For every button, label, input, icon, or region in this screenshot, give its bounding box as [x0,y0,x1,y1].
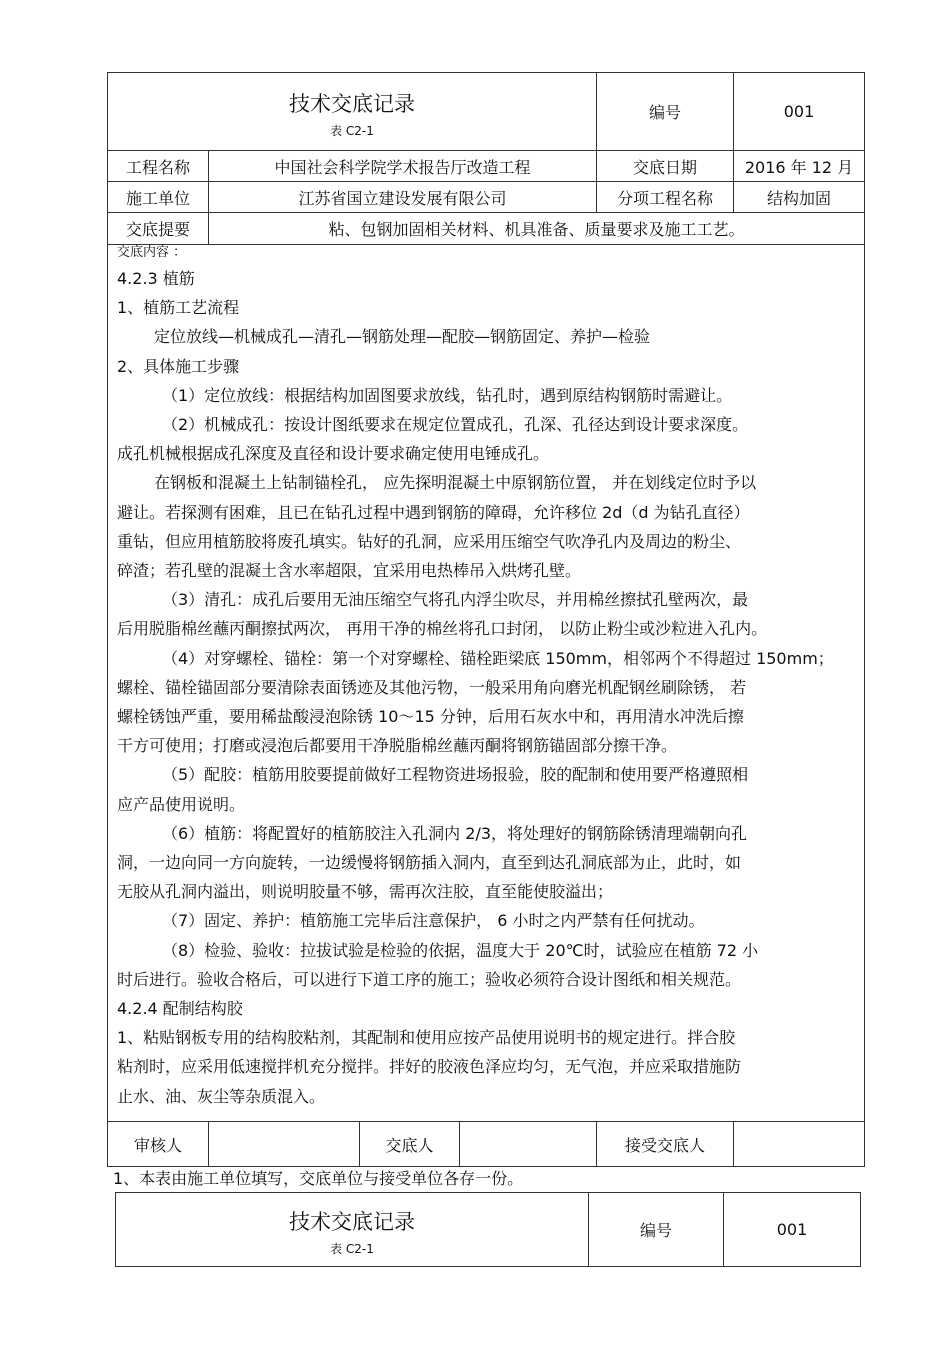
number-value: 001 [734,73,865,151]
content-cell [108,245,865,1122]
content-line: 螺栓锈蚀严重，要用稀盐酸浸泡除锈 10～15 分钟，后用石灰水中和，再用清水冲洗后擦 [117,707,744,727]
form-number: 表 C2-1 [330,1241,374,1256]
sub-project-label: 分项工程名称 [597,182,734,213]
content-line: 应产品使用说明。 [117,794,246,814]
content-line: 4.2.3 植筋 [117,269,195,288]
receiver-label: 接受交底人 [597,1122,734,1167]
title-cell [108,73,597,151]
tech-disclosure-table [107,72,865,1167]
project-name-value: 中国社会科学院学术报告厅改造工程 [209,151,597,182]
document-title: 技术交底记录 [289,91,415,116]
title-cell [116,1193,589,1267]
content-line: 碎渣；若孔壁的混凝土含水率超限，宜采用电热棒吊入烘烤孔壁。 [117,561,582,581]
document-title: 技术交底记录 [289,1209,415,1234]
sub-project-value: 结构加固 [734,182,865,213]
content-line: 定位放线—机械成孔—清孔—钢筋处理—配胶—钢筋固定、养护—检验 [154,327,651,347]
next-page-header-table [115,1192,861,1267]
presenter-signature-field [460,1122,597,1167]
content-line: （1）定位放线：根据结构加固图要求放线，钻孔时，遇到原结构钢筋时需避让。 [162,385,733,405]
construction-unit-value: 江苏省国立建设发展有限公司 [209,182,597,213]
content-line: （6）植筋：将配置好的植筋胶注入孔洞内 2/3，将处理好的钢筋除锈清理端朝向孔 [162,823,748,843]
content-line: 4.2.4 配制结构胶 [117,999,243,1019]
content-line: 洞，一边向同一方向旋转，一边缓慢将钢筋插入洞内，直至到达孔洞底部为止，此时，如 [117,853,742,873]
content-line: 重钻，但应用植筋胶将废孔填实。钻好的孔洞，应采用压缩空气吹净孔内及周边的粉尘、 [117,531,742,551]
number-value: 001 [724,1193,861,1267]
content-line: （8）检验、验收：拉拔试验是检验的依据，温度大于 20℃时，试验应在植筋 72 小 [162,940,759,960]
content-line: 在钢板和混凝土上钻制锚栓孔， 应先探明混凝土中原钢筋位置， 并在划线定位时予以 [154,473,757,493]
disclosure-date-value: 2016 年 12 月 [734,151,865,182]
content-line: 成孔机械根据成孔深度及直径和设计要求确定使用电锤成孔。 [117,444,550,464]
project-name-label: 工程名称 [108,151,209,182]
content-line: 螺栓、锚栓锚固部分要清除表面锈迹及其他污物，一般采用角向磨光机配钢丝刷除锈， 若 [117,677,747,697]
construction-unit-label: 施工单位 [108,182,209,213]
summary-value: 粘、包钢加固相关材料、机具准备、质量要求及施工工艺。 [209,213,865,245]
content-line: （2）机械成孔：按设计图纸要求在规定位置成孔，孔深、孔径达到设计要求深度。 [162,415,749,435]
number-label: 编号 [597,73,734,151]
content-line: 1、植筋工艺流程 [117,298,240,318]
content-line: 避让。若探测有困难，且已在钻孔过程中遇到钢筋的障碍，允许移位 2d（d 为钻孔直径） [117,502,750,522]
content-line: （7）固定、养护：植筋施工完毕后注意保护， 6 小时之内严禁有任何扰动。 [162,911,705,931]
form-number: 表 C2-1 [330,123,374,138]
content-line: （3）清孔：成孔后要用无油压缩空气将孔内浮尘吹尽，并用棉丝擦拭孔壁两次，最 [162,590,749,610]
content-line: 后用脱脂棉丝蘸丙酮擦拭两次， 再用干净的棉丝将孔口封闭， 以防止粉尘或沙粒进入孔内。 [117,619,768,639]
number-label: 编号 [589,1193,724,1267]
reviewer-signature-field [209,1122,360,1167]
footnote: 1、本表由施工单位填写，交底单位与接受单位各存一份。 [113,1169,524,1188]
disclosure-date-label: 交底日期 [597,151,734,182]
content-line: 无胶从孔洞内溢出，则说明胶量不够，需再次注胶，直至能使胶溢出； [117,882,614,902]
content-line: 2、具体施工步骤 [117,356,240,376]
summary-label: 交底提要 [108,213,209,245]
content-line: 1、粘贴钢板专用的结构胶粘剂，其配制和使用应按产品使用说明书的规定进行。拌合胶 [117,1028,736,1048]
presenter-label: 交底人 [360,1122,460,1167]
content-line: （4）对穿螺栓、锚栓：第一个对穿螺栓、锚栓距梁底 150mm，相邻两个不得超过 150mm； [162,648,834,668]
content-line: 粘剂时，应采用低速搅拌机充分搅拌。拌好的胶液色泽应均匀，无气泡，并应采取措施防 [117,1057,742,1077]
content-line: 干方可使用；打磨或浸泡后都要用干净脱脂棉丝蘸丙酮将钢筋锚固部分擦干净。 [117,736,678,756]
content-line: 止水、油、灰尘等杂质混入。 [117,1086,326,1106]
content-label: 交底内容 ： [117,245,187,260]
content-line: （5）配胶：植筋用胶要提前做好工程物资进场报验，胶的配制和使用要严格遵照相 [162,765,749,785]
reviewer-label: 审核人 [108,1122,209,1167]
content-line: 时后进行。验收合格后，可以进行下道工序的施工；验收必须符合设计图纸和相关规范。 [117,969,742,989]
receiver-signature-field [734,1122,865,1167]
